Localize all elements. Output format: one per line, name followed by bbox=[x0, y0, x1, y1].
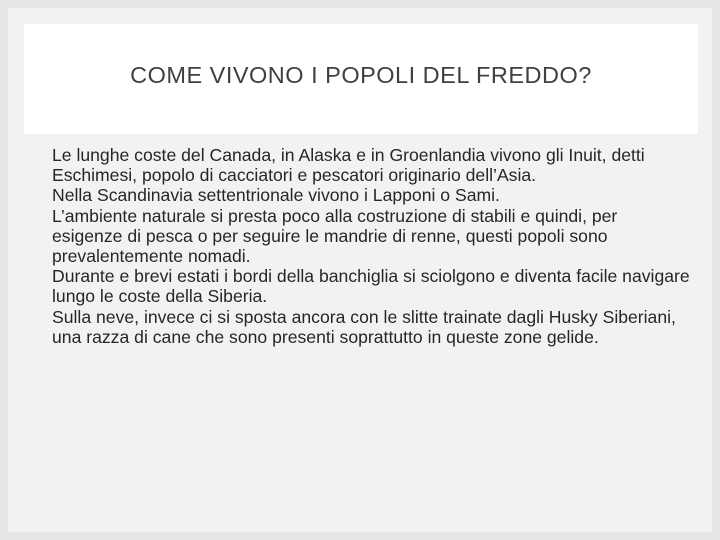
title-box bbox=[24, 24, 698, 134]
slide-body bbox=[52, 145, 692, 347]
paragraph-inuit: Le lunghe coste del Canada, in Alaska e in Groenlandia vivono gli Inuit, detti Eschimesi, popolo di cacciatori e pescatori originario dell’Asia. bbox=[52, 145, 645, 186]
paragraph-banchiglia: Durante e brevi estati i bordi della banchiglia si sciolgono e diventa facile navigare lungo le coste della Siberia. bbox=[52, 266, 690, 307]
slide bbox=[8, 8, 712, 532]
paragraph-slitte: Sulla neve, invece ci si sposta ancora con le slitte trainate dagli Husky Siberiani, una razza di cane che sono presenti soprattutto in queste zone gelide. bbox=[52, 306, 676, 347]
paragraph-sami: Nella Scandinavia settentrionale vivono i Lapponi o Sami. bbox=[52, 185, 500, 206]
paragraph-nomadi: L’ambiente naturale si presta poco alla costruzione di stabili e quindi, per esigenze di pesca o per seguire le mandrie di renne, questi popoli sono prevalentemente nomadi. bbox=[52, 205, 618, 267]
slide-title: COME VIVONO I POPOLI DEL FREDDO? bbox=[130, 61, 592, 88]
